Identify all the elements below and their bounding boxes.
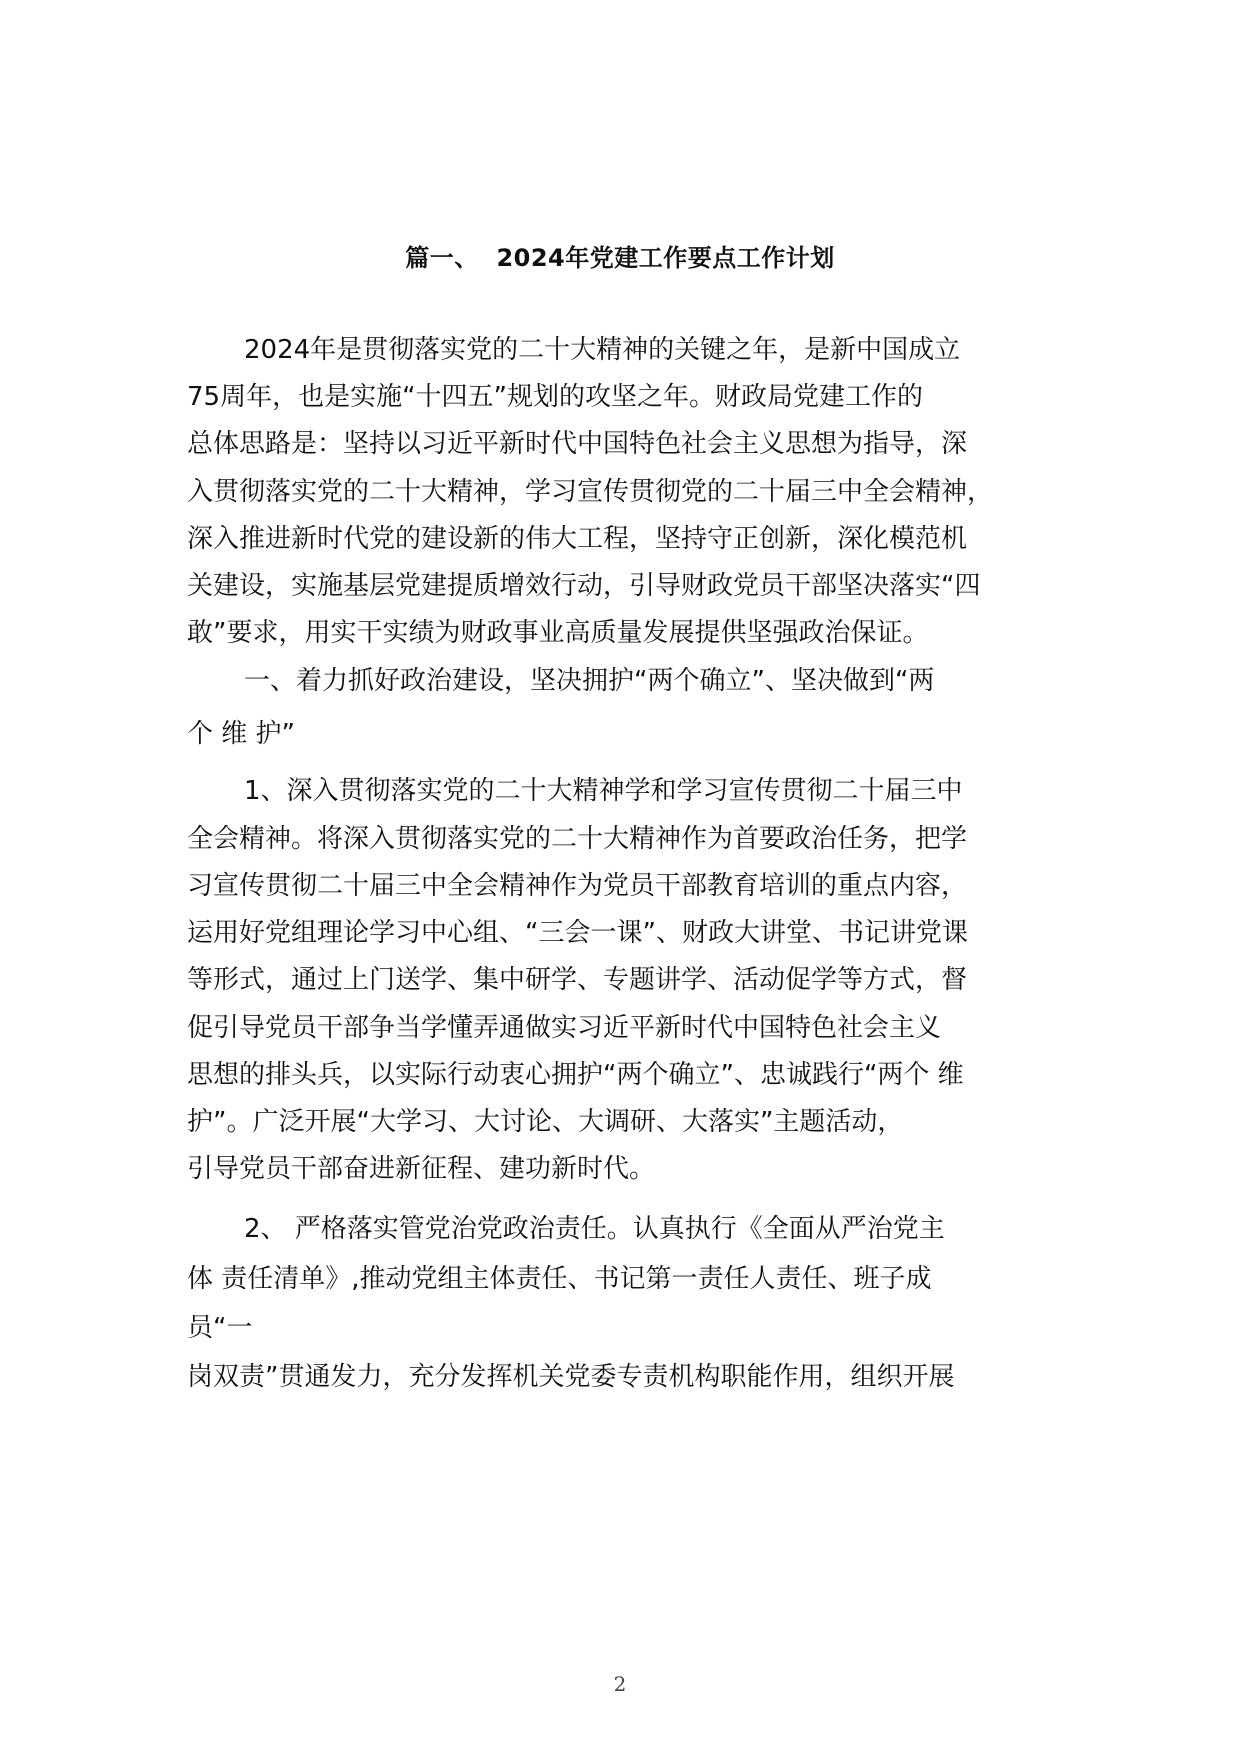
paragraph-line: 总体思路是：坚持以习近平新时代中国特色社会主义思想为指导，深 [187,429,968,459]
paragraph-line: 等形式，通过上门送学、集中研学、专题讲学、活动促学等方式，督 [187,965,968,995]
paragraph-line: 习宣传贯彻二十届三中全会精神作为党员干部教育培训的重点内容， [187,871,968,901]
paragraph-line: 体 责任清单》,推动党组主体责任、书记第一责任人责任、班子成 [187,1264,932,1294]
paragraph-line: 促引导党员干部争当学懂弄通做实习近平新时代中国特色社会主义 [187,1013,942,1043]
paragraph-line: 75周年，也是实施“十四五”规划的攻坚之年。财政局党建工作的 [187,382,924,412]
paragraph-line: 引导党员干部奋进新征程、建功新时代。 [187,1154,656,1184]
paragraph-line: 入贯彻落实党的二十大精神，学习宣传贯彻党的二十届三中全会精神， [187,477,994,507]
paragraph-line: 深入推进新时代党的建设新的伟大工程，坚持守正创新，深化模范机 [187,524,968,554]
paragraph-line: 护”。广泛开展“大学习、大讨论、大调研、大落实”主题活动， [187,1107,904,1137]
paragraph-line: 运用好党组理论学习中心组、“三会一课”、财政大讲堂、书记讲党课 [187,918,968,948]
paragraph-line: 2、 严格落实管党治党政治责任。认真执行《全面从严治党主 [244,1214,945,1244]
paragraph-line: 1、深入贯彻落实党的二十大精神学和学习宣传贯彻二十届三中 [244,776,963,806]
paragraph-line: 关建设，实施基层党建提质增效行动，引导财政党员干部坚决落实“四 [187,571,981,601]
page-number: 2 [613,1672,627,1696]
paragraph-line: 员“一 [187,1313,253,1343]
paragraph-line: 敢”要求，用实干实绩为财政事业高质量发展提供坚强政治保证。 [187,618,929,648]
paragraph-line: 思想的排头兵，以实际行动衷心拥护“两个确立”、忠诚践行“两个 维 [187,1060,964,1090]
paragraph-line: 全会精神。将深入贯彻落实党的二十大精神作为首要政治任务，把学 [187,824,968,854]
paragraph-line: 岗双责”贯通发力，充分发挥机关党委专责机构职能作用，组织开展 [187,1362,955,1392]
paragraph-line: 2024年是贯彻落实党的二十大精神的关键之年，是新中国成立 [244,335,961,365]
section-heading-line: 一、着力抓好政治建设，坚决拥护“两个确立”、坚决做到“两 [244,666,935,696]
page-title: 篇一、 2024年党建工作要点工作计划 [405,244,835,272]
section-heading-line: 个 维 护” [187,719,295,749]
